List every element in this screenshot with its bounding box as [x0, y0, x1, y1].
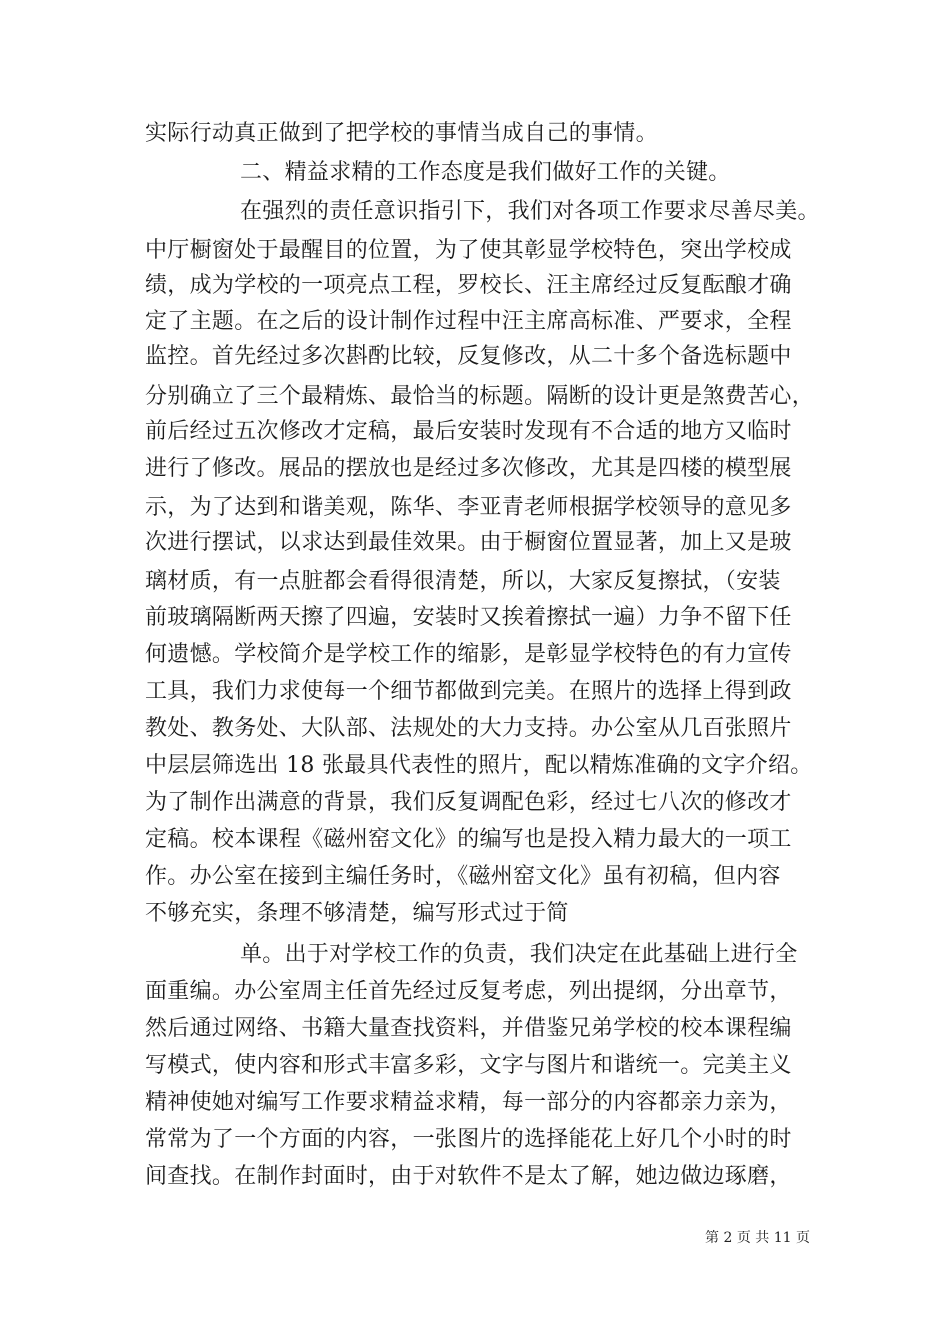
text-line: 教处、教务处、大队部、法规处的大力支持。办公室从几百张照片 [145, 716, 792, 741]
text-line: 前后经过五次修改才定稿，最后安装时发现有不合适的地方又临时 [145, 419, 792, 444]
text-line: 常常为了一个方面的内容，一张图片的选择能花上好几个小时的时 [145, 1127, 792, 1152]
text-line: 精神使她对编写工作要求精益求精，每一部分的内容都亲力亲为， [145, 1090, 792, 1115]
text-line: 然后通过网络、书籍大量查找资料，并借鉴兄弟学校的校本课程编 [145, 1016, 792, 1041]
text-line: 璃材质，有一点脏都会看得很清楚，所以，大家反复擦拭，（安装 [145, 569, 781, 594]
text-line: 何遗憾。学校简介是学校工作的缩影，是彰显学校特色的有力宣传 [145, 642, 792, 667]
text-line: 分别确立了三个最精炼、最恰当的标题。隔断的设计更是煞费苦心， [145, 384, 815, 409]
text-line: 绩，成为学校的一项亮点工程，罗校长、汪主席经过反复酝酿才确 [145, 273, 792, 298]
text-line: 监控。首先经过多次斟酌比较，反复修改，从二十多个备选标题中 [145, 344, 792, 369]
text-line: 次进行摆试，以求达到最佳效果。由于橱窗位置显著，加上又是玻 [145, 530, 792, 555]
text-line: 写模式，使内容和形式丰富多彩，文字与图片和谐统一。完美主义 [145, 1053, 792, 1078]
text-line: 中层层筛选出 18 张最具代表性的照片，配以精炼准确的文字介绍。 [145, 753, 813, 778]
text-line: 工具，我们力求使每一个细节都做到完美。在照片的选择上得到政 [145, 679, 792, 704]
text-line: 实际行动真正做到了把学校的事情当成自己的事情。 [145, 121, 658, 146]
text-line: 单。出于对学校工作的负责，我们决定在此基础上进行全 [240, 942, 798, 967]
text-line: 在强烈的责任意识指引下，我们对各项工作要求尽善尽美。 [240, 199, 820, 224]
section-heading: 二、精益求精的工作态度是我们做好工作的关键。 [240, 160, 731, 185]
text-line: 示，为了达到和谐美观，陈华、李亚青老师根据学校领导的意见多 [145, 495, 792, 520]
text-line: 定稿。校本课程《磁州窑文化》的编写也是投入精力最大的一项工 [145, 827, 792, 852]
text-line: 作。办公室在接到主编任务时，《磁州窑文化》虽有初稿，但内容 [145, 864, 781, 889]
text-line: 定了主题。在之后的设计制作过程中汪主席高标准、严要求，全程 [145, 309, 792, 334]
text-line: 前玻璃隔断两天擦了四遍，安装时又挨着擦拭一遍）力争不留下任 [145, 605, 792, 630]
text-line: 为了制作出满意的背景，我们反复调配色彩，经过七八次的修改才 [145, 790, 792, 815]
text-line: 间查找。在制作封面时，由于对软件不是太了解，她边做边琢磨， [145, 1164, 792, 1189]
text-line: 不够充实，条理不够清楚，编写形式过于简 [145, 901, 569, 926]
page-number: 第 2 页 共 11 页 [705, 1230, 810, 1246]
text-line: 中厅橱窗处于最醒目的位置，为了使其彰显学校特色，突出学校成 [145, 238, 792, 263]
text-line: 进行了修改。展品的摆放也是经过多次修改，尤其是四楼的模型展 [145, 456, 792, 481]
text-line: 面重编。办公室周主任首先经过反复考虑，列出提纲，分出章节， [145, 979, 792, 1004]
